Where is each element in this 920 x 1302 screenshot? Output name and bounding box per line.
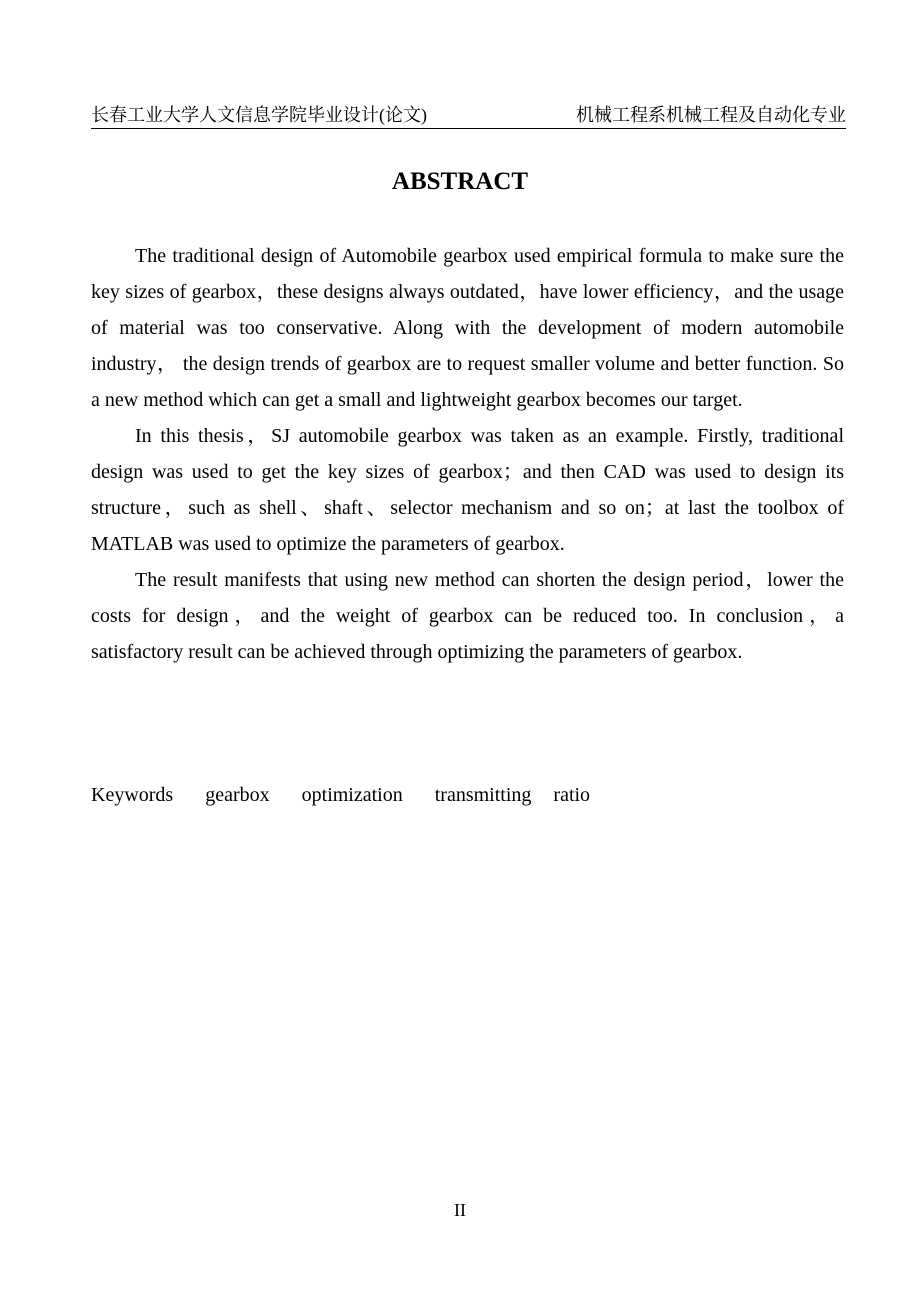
keyword: gearbox [205, 784, 270, 806]
header-left-title: 长春工业大学人文信息学院毕业设计(论文) [91, 105, 427, 125]
abstract-paragraph: The result manifests that using new method can shorten the design period，lower the costs for design，and the weight of gearbox can be reduced too. In conclusion，a satisfactory result can be achieved through optimizing the parameters of gearbox. [91, 569, 844, 663]
keyword: transmitting [434, 784, 532, 806]
keywords-line [91, 777, 590, 813]
keyword: ratio [553, 784, 591, 806]
header-right-department: 机械工程系机械工程及自动化专业 [576, 105, 846, 125]
abstract-paragraph: The traditional design of Automobile gearbox used empirical formula to make sure the key sizes of gearbox，these designs always outdated，have lower efficiency，and the usage of material was too conservative. Along with the development of modern automobile industry， the design trends of gearbox are to request smaller volume and better function. So a new method which can get a small and lightweight gearbox becomes our target. [91, 245, 844, 411]
abstract-title: ABSTRACT [391, 168, 529, 195]
page-number: II [454, 1200, 466, 1220]
running-header [91, 100, 846, 129]
abstract-body [91, 238, 844, 670]
keywords-label: Keywords [91, 784, 174, 806]
abstract-paragraph: In this thesis，SJ automobile gearbox was taken as an example. Firstly, traditional design was used to get the key sizes of gearbox；and then CAD was used to design its structure，such as shell、shaft、selector mechanism and so on；at last the toolbox of MATLAB was used to optimize the parameters of gearbox. [91, 425, 844, 555]
keyword: optimization [301, 784, 403, 806]
